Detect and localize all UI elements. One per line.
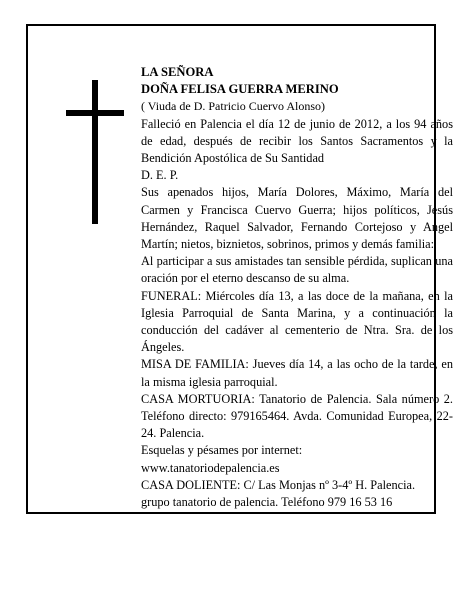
mass-paragraph: MISA DE FAMILIA: Jueves día 14, a las ocho de la tarde, en la misma iglesia parroquial. bbox=[141, 357, 453, 389]
website-link[interactable]: www.tanatoriodepalencia.es bbox=[141, 460, 280, 475]
deceased-name: DOÑA FELISA GUERRA MERINO bbox=[141, 82, 339, 97]
widow-line: ( Viuda de D. Patricio Cuervo Alonso) bbox=[141, 99, 326, 114]
death-paragraph: Falleció en Palencia el día 12 de junio de 2012, a los 94 años de edad, después de recibir los Santos Sacramentos y la Bendición Apostólica de Su Santidad bbox=[141, 116, 453, 166]
mourning-house-line: CASA DOLIENTE: C/ Las Monjas nº 3-4º H. Palencia. bbox=[141, 477, 416, 492]
mortuary-paragraph: CASA MORTUORIA: Tanatorio de Palencia. Sala número 2. Teléfono directo: 979165464. Avda. Comunidad Europea, 22-24. Palencia. bbox=[141, 391, 453, 441]
heading: LA SEÑORA bbox=[141, 65, 214, 79]
funeral-paragraph: FUNERAL: Miércoles día 13, a las doce de la mañana, en la Iglesia Parroquial de Santa Marina, y a continuación la conducción del cadáver al cementerio de Ntra. Sra. de los Ángeles. bbox=[141, 288, 453, 355]
obituary-text bbox=[141, 64, 453, 511]
request-paragraph: Al participar a sus amistades tan sensible pérdida, suplican una oración por el eterno descanso de su alma. bbox=[141, 254, 453, 286]
family-paragraph: Sus apenados hijos, María Dolores, Máximo, María del Carmen y Francisca Cuervo Guerra; hijos políticos, Jesús Hernández, Raquel Salvador, Fernando Cortejoso y Angel Martín; nietos, biznietos, sobrinos, primos y demás familia: bbox=[141, 185, 453, 252]
cross-icon-crossbar bbox=[66, 110, 124, 116]
rip-line: D. E. P. bbox=[141, 168, 179, 183]
cross-icon bbox=[92, 80, 98, 224]
footer-line: grupo tanatorio de palencia. Teléfono 979 16 53 16 bbox=[141, 495, 393, 510]
obituary-notice bbox=[26, 24, 453, 514]
internet-line: Esquelas y pésames por internet: bbox=[141, 443, 303, 458]
